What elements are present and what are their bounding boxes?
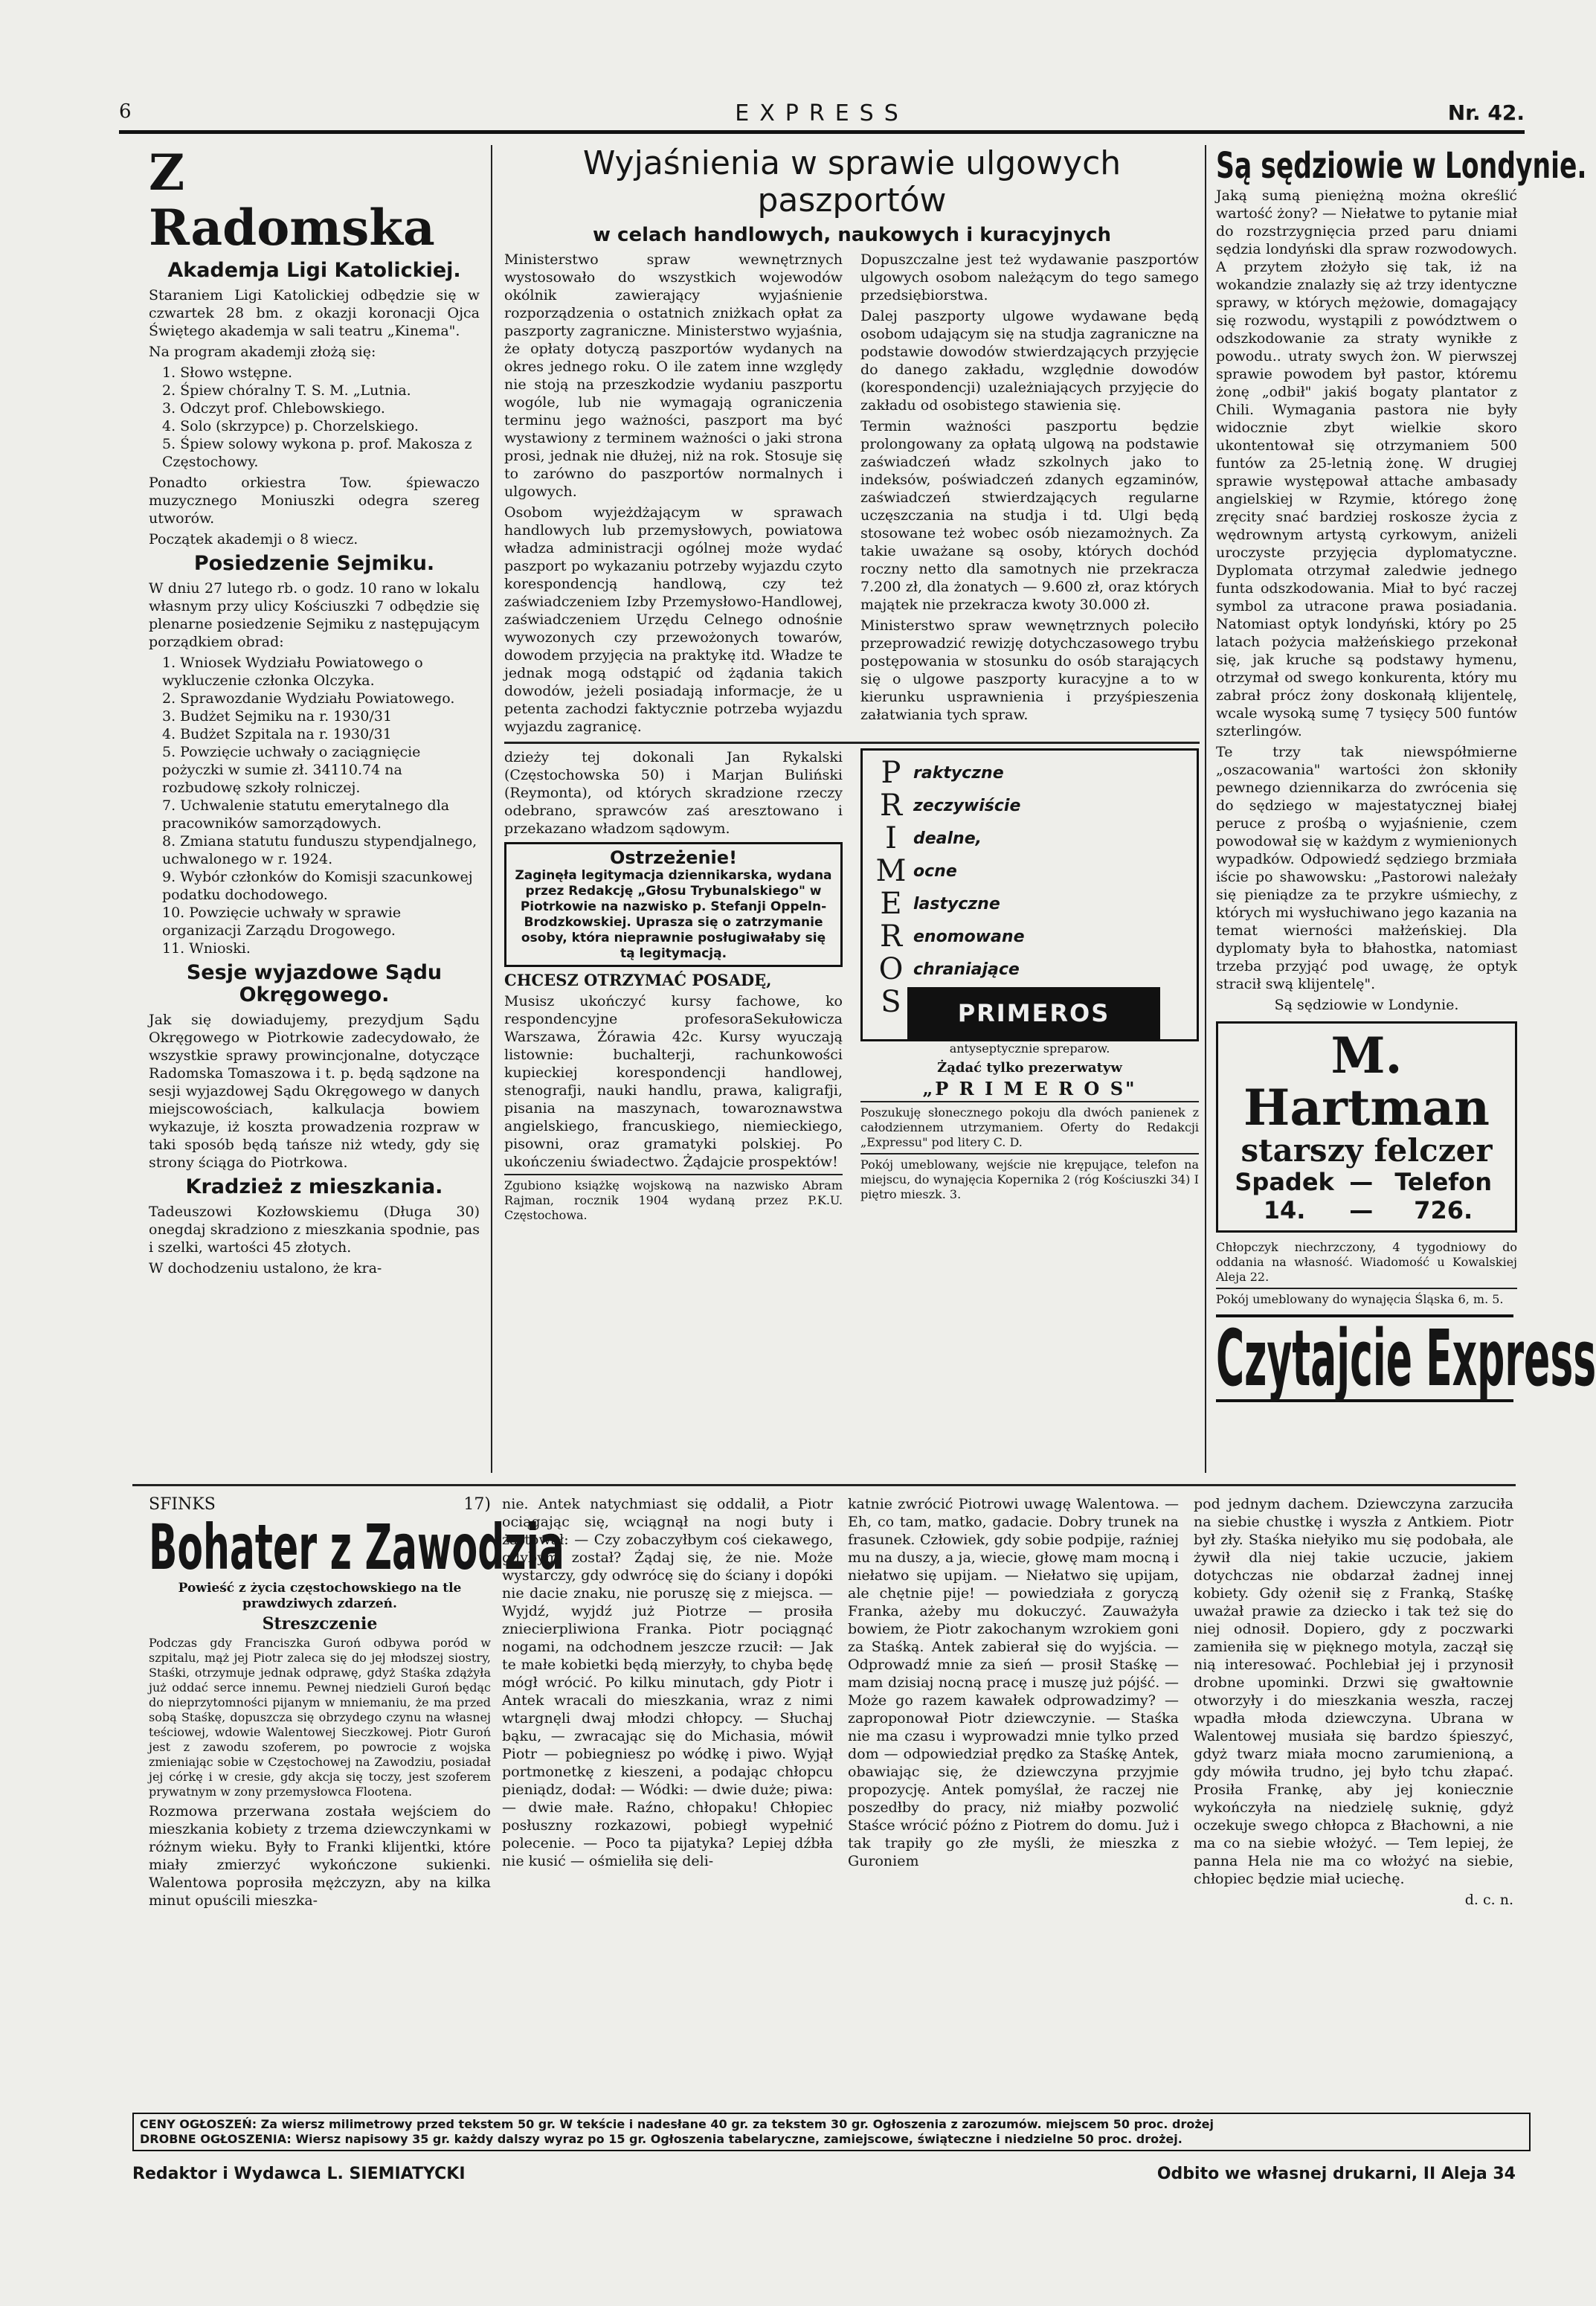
paragraph: Jaką sumą pieniężną można określić wartość żony? — Niełatwe to pytanie miał do rozstrzygnięcia przed paru dniami sędzia londyński dla spraw rozwodowych. A przytem złożyło się tak, iż na wokandzie znalazły się aż trzy identyczne sprawy, w których mężowie, domagający się rozwodu, wystąpili z powództwem o odszkodowanie za straty wynikłe z powodu.. utraty swych żon. W pierwszej sprawie powodem był pastor, któremu żonę „odbił" jakiś bogaty plantator z Chili. Wymagania pastora nie były widocznie zbyt wielkie skoro ukontentował się otrzymaniem 500 funtów za 25-letnią żonę. W drugiej sprawie występował attache ambasady angielskiej w Rzymie, którego żonę zręcity snać bardziej roskosze życia z wędrownym artystą cyrkowym, aniżeli uroczyste przyjęcia dyplomatyczne. Dyplomata otrzymał zaledwie jednego funta odszkodowania. Miał to być raczej symbol za utracone prawa posiadania. Natomiast optyk londyński, który po 25 latach pożycia małżeńskiego przekonał się, jak kruche są podstawy hymenu, otrzymał od swego konkurenta, który mu zabrał prócz żony doskonałą klijentelę, wcale wysoką sumę 7 tysięcy 500 funtów szterlingów. (1216, 187, 1517, 739)
czytajcie-banner: Czytajcie Express (1216, 1313, 1596, 1404)
serial-subtitle: Powieść z życia częstochowskiego na tle prawdziwych zdarzeń. (178, 1581, 462, 1611)
column-london (1216, 145, 1596, 1473)
paragraph: Ponadto orkiestra Tow. śpiewaczo muzycznego Moniuszki odegra szereg utworów. (149, 475, 480, 527)
hartman-phone: Telefon 726. (1394, 1168, 1492, 1224)
list-item: 4. Budżet Szpitala na r. 1930/31 (162, 726, 392, 742)
serial-title: Bohater z Zawodzia (149, 1511, 564, 1584)
paragraph: Rozmowa przerwana została wejściem do mieszkania kobiety z trzema dziewczynkami w różnym wieku. Były to Franki klijentki, które miały zmierzyć wykończone sukienki. Walentowa poprosiła mężczyzn, aby na kilka minut opuścili mieszka- (149, 1803, 491, 1909)
primeros-letter: M (875, 854, 907, 888)
section-heading: Sesje wyjazdowe Sądu Okręgowego. (186, 961, 443, 1006)
primeros-row (869, 822, 1191, 855)
primeros-row (869, 953, 1191, 986)
paragraph: Ministerstwo spraw wewnętrznych wystosowało do wszystkich wojewodów okólnik zawierający wyjaśnienie rozporządzenia o ostatnich zniżkach opłat za paszporty zagraniczne. Ministerstwo wyjaśnia, że opłaty dotyczą paszportów wydanych na okres jednego roku. O ile zatem inne względy nie stoją na przeszkodzie wydaniu paszportu wogóle, lub nie wymagają ograniczenia terminu jego ważności, paszport ma być wystawiony z terminem ważności o jaki strona prosi, jednak nie dłużej, niż na rok. Stosuje się to zarówno do paszportów normalnych i ulgowych. (504, 251, 843, 500)
primeros-letter: R (879, 789, 903, 823)
printer-line: Odbito we własnej drukarni, II Aleja 34 (1156, 2165, 1516, 2183)
hartman-address: Spadek 14. (1235, 1168, 1334, 1224)
primeros-letter: R (879, 919, 903, 954)
passport-body (504, 251, 1200, 739)
section-heading: Posiedzenie Sejmiku. (193, 552, 435, 575)
primeros-row (869, 920, 1191, 953)
column-divider (491, 145, 492, 1473)
primeros-word: enomowane (913, 927, 1025, 946)
paragraph: W dochodzeniu ustalono, że kra- (149, 1260, 382, 1276)
room-offer-ad: Pokój umeblowany, wejście nie krępujące, telefon na miejscu, do wynajęcia Kopernika 2 (róg Kościuszki 34) I piętro mieszk. 3. (860, 1153, 1199, 1202)
primeros-letter: S (881, 985, 901, 1019)
paragraph: Początek akademji o 8 wiecz. (149, 531, 358, 547)
list-item: 1. Wniosek Wydziału Powiatowego o wykluczenie członka Olczyka. (162, 655, 423, 689)
list-item: 7. Uchwalenie statutu emerytalnego dla pracowników samorządowych. (162, 797, 450, 832)
paragraph: Ministerstwo spraw wewnętrznych poleciło przeprowadzić rewizję dotychczasowego trybu postępowania w stosunku do osób starających się o ulgowe paszporty kuracyjne a to w kierunku usprawnienia i przyśpieszenia załatwiania tych spraw. (860, 617, 1199, 723)
primeros-row (869, 757, 1191, 789)
room-wanted-ad: Poszukuję słonecznego pokoju dla dwóch panienek z całodziennem utrzymaniem. Oferty do Redakcji „Expressu" pod litery C. D. (860, 1101, 1199, 1150)
london-title: Są sędziowie w Londynie. (1216, 145, 1587, 187)
primeros-caption: antyseptycznie spreparow. (949, 1041, 1110, 1056)
primeros-logo: PRIMEROS (907, 987, 1160, 1039)
paragraph: dzieży tej dokonali Jan Rykalski (Częstochowska 50) i Marjan Buliński (Reymonta), od których skradzione rzeczy odebrano, sprawców zaś aresztowano i przekazano władzom sądowym. (504, 749, 843, 837)
page-footer (132, 2165, 1516, 2183)
price-line: DROBNE OGŁOSZENIA: Wiersz napisowy 35 gr. każdy dalszy wyraz po 15 gr. Ogłoszenia tabelaryczne, zamiejscowe, świąteczne i niedzielne 50 proc. drożej. (140, 2132, 1182, 2146)
section-divider (132, 1484, 1516, 1486)
serial-column-2 (502, 1495, 833, 2105)
paragraph: Są sędziowie w Londynie. (1274, 997, 1459, 1013)
agenda-list (149, 654, 480, 957)
primeros-word: raktyczne (913, 763, 1004, 783)
list-item: 9. Wybór członków do Komisji szacunkowej podatku dochodowego. (162, 869, 473, 903)
paragraph: nie. Antek natychmiast się oddalił, a Piotr ociągając się, wciągnął na nogi buty i żartował: — Czy zobaczyłbym coś ciekawego, gdybym został? Żądaj się, że nie. Może wystarczy, gdy odwrócę się do ściany i dopóki nie dacie znaku, nie poruszę się z miejsca. — Wyjdź, wyjdź już Piotrze — prosiła zniecierpliwiona Franka. Piotr pociągnąć nogami, na odchodnem jeszcze rzucił: — Jak te małe kobietki będą mierzyły, to chyba będę mógł wrócić. Po kilku minutach, gdy Piotr i Antek wracali do mieszkania, wraz z nimi wtargnęli dwaj młodzi chłopcy. — Słuchaj bąku, — zwracając się do Michasia, mówił Piotr — pobiegniesz po wódkę i piwo. Wyjął portmonetkę z kieszeni, a podając chłopcu pieniądz, dodał: — Wódki: — dwie duże; piwa: — dwie małe. Raźno, chłopaku! Chłopiec posłuszny rozkazowi, pobiegł wypełnić polecenie. — Poco ta pijatyka? Lepiej dźbła nie kusić — ośmieliła się deli- (502, 1496, 833, 1869)
job-ad-body: Musisz ukończyć kursy fachowe, ko respondencyjne profesoraSekułowicza Warszawa, Żórawia 42c. Kursy wyuczają listownie: buchalterji, rachunkowości kupieckiej korespondencji handlowej, stenografji, nauki handlu, prawa, kaligrafji, pisania na maszynach, towaroznawstwa angielskiego, francuskiego, niemieckiego, pisowni, oraz gramatyki polskiej. Po ukończeniu świadectwo. Żądajcie prospektów! (504, 993, 843, 1170)
primeros-caption: Żądać tylko prezerwatyw (937, 1060, 1122, 1076)
warning-title: Ostrzeżenie! (609, 847, 738, 868)
list-item: 1. Słowo wstępne. (162, 364, 293, 381)
primeros-word: chraniające (913, 960, 1020, 979)
paragraph: Dopuszczalne jest też wydawanie paszportów ulgowych osobom należącym do tego samego przedsiębiorstwa. (860, 251, 1199, 303)
page-header (119, 100, 1525, 134)
list-item: 5. Powzięcie uchwały o zaciągnięcie pożyczki w sumie zł. 34110.74 na rozbudowę szkoły rolniczej. (162, 744, 421, 796)
radomsko-title: Z Radomska (149, 144, 435, 257)
column-divider (1205, 145, 1206, 1473)
passport-right (860, 251, 1199, 739)
list-item: 3. Odczyt prof. Chlebowskiego. (162, 400, 385, 417)
serial-number: 17) (463, 1495, 491, 1514)
job-ad-heading: CHCESZ OTRZYMAĆ POSADĘ, (504, 971, 772, 989)
child-ad: Chłopczyk niechrzczony, 4 tygodniowy do oddania na własność. Wiadomość u Kowalskiej Aleja 22. (1216, 1240, 1517, 1284)
serial-column-3 (848, 1495, 1179, 2105)
paragraph: Dalej paszporty ulgowe wydawane będą osobom udającym się na studja zagraniczne na podstawie dowodów stwierdzających przyjęcie do danego zakładu, względnie dowodów (korespondencji) uzależniających przyjęcie do zakładu od osobistego stawienia się. (860, 308, 1199, 414)
primeros-row (869, 789, 1191, 822)
paragraph: Osobom wyjeżdżającym w sprawach handlowych lub przemysłowych, powiatowa władza administracji ogólnej może wydać paszport po wykazaniu potrzeby wyjazdu czyto korespondencją handlową, czy też zaświadczeniem Izby Przemysłowo-Handlowej, zaświadczeniem Urzędu Celnego odnośnie wywozonych czy przewożonych towarów, dowodem przyjęcia na praktykę itd. Władze te jednak mogą odstąpić od żądania takich dowodów, jeżeli posiadają informacje, że u petenta zachodzi faktycznie potrzeba wyjazdu wyjazdu zagranicę. (504, 504, 843, 735)
primeros-letter: I (885, 821, 897, 855)
serial-column-1 (149, 1495, 564, 2105)
editor-line: Redaktor i Wydawca L. SIEMIATYCKI (132, 2165, 466, 2183)
primeros-word: lastyczne (913, 894, 1000, 913)
hartman-name: M. Hartman (1243, 1027, 1490, 1137)
list-item: 2. Sprawozdanie Wydziału Powiatowego. (162, 690, 455, 707)
paragraph: Staraniem Ligi Katolickiej odbędzie się w czwartek 28 bm. z okazji koronacji Ojca Świętego akademja w sali teatru „Kinema". (149, 287, 480, 339)
hartman-address-row (1229, 1168, 1505, 1224)
passport-subtitle: w celach handlowych, naukowych i kuracyjnych (592, 224, 1112, 246)
primeros-row (869, 887, 1191, 920)
section-heading: Akademja Ligi Katolickiej. (167, 259, 461, 282)
page-mark: 6 (119, 100, 132, 123)
column-passports (504, 145, 1200, 1473)
hartman-ad (1216, 1021, 1517, 1233)
serial-label: SFINKS (149, 1495, 216, 1514)
lower-left (504, 748, 843, 1226)
summary-text: Podczas gdy Franciszka Guroń odbywa poród w szpitalu, mąż jej Piotr zaleca się do jej młodszej siostry, Staśki, otrzymuje jednak odprawę, gdyż Staśka zdążyła już oddać serce innemu. Pewnej niedzieli Guroń będąc do nieprzytomności pijanym w mniemaniu, że ma przed sobą Staśkę, dopuszcza się obrzydego czynu na własnej teściowej, wdowie Walentowej Sieczkowej. Piotr Guroń jest z zawodu szoferem, po powrocie z wojska zmieniając sobie w Częstochowej na Zawodziu, posiadał jej córkę i w cresie, gdy akcja się toczy, jest szoferem prywatnym w zony przemysłowca Flootena. (149, 1636, 491, 1799)
primeros-letter: O (878, 952, 904, 986)
primeros-letter: P (881, 756, 901, 790)
paragraph: Termin ważności paszportu będzie prolongowany za opłatą ulgową na podstawie zaświadczeń władz szkolnych jako to indeksów, poświadczeń zdanych egzaminów, zaświadczeń stwierdzających regularne uczęszczania na studja i td. Ulgi będą stosowane też wobec osób niezamożnych. Za takie uważane są osoby, których dochód roczny netto dla samotnych nie przekracza 7.200 zł, dla żonatych — 9.600 zł, oraz których majątek nie przekracza kwoty 30.000 zł. (860, 418, 1199, 613)
price-line: CENY OGŁOSZEŃ: Za wiersz milimetrowy przed tekstem 50 gr. W tekście i nadesłane 40 gr. za tekstem 30 gr. Ogłoszenia z zarozumów. miejscem 50 proc. drożej (140, 2117, 1214, 2131)
list-item: 11. Wnioski. (162, 940, 251, 957)
paragraph: Jak się dowiadujemy, prezydjum Sądu Okręgowego w Piotrkowie zadecydowało, że wszystkie sprawy prowincjonalne, dotyczące Radomska Tomaszowa i t. p. będą sądzone na sesji wyjazdowej Sądu Okręgowego w danych miejscowościach, kalkulacja bowiem wykazuje, iż koszta prowadzenia rozpraw w taki sposób będą tańsze niż wtedy, gdy się strony ściąga do Piotrkowa. (149, 1012, 480, 1171)
primeros-word: ocne (913, 861, 957, 881)
hartman-dash: — — (1349, 1168, 1374, 1224)
paragraph: pod jednym dachem. Dziewczyna zarzuciła na siebie chustkę i wyszła z Antkiem. Piotr był zły. Staśka niełyiko mu się podobała, ale żywił dla niej takie uczucie, jakiem dotychczas nie obdarzał żadnej innej kobiety. Gdy ożenił się z Franką, Staśkę uważał prawie za dziecko i tak też się do niej odnosił. Dopiero, gdy z poczwarki zamieniła się w pięknego motyla, zaczął się nią interesować. Pochlebiał jej i przynosił drobne upominki. Drzwi się gwałtownie otworzyły i do mieszkania weszła, raczej wpadła młoda dziewczyna. Ubrana w Walentowej musiała się bardzo śpieszyć, gdyż twarz miała mocno zarumienioną, a gdy mówiła trudno, jej było tchu złapać. Prosiła Frankę, aby jej koniecznie wykończyła na niedzielę suknię, gdyż oczekuje swego chłopca z Błachowni, a nie ma co na siebie włożyć. — Tem lepiej, że panna Hela nie ma co włożyć na siebie, chłopiec będzie miał uciechę. (1194, 1496, 1513, 1887)
issue-number: Nr. 42. (1447, 100, 1525, 125)
lost-book-ad: Zgubiono książkę wojskową na nazwisko Abram Rajman, rocznik 1904 wydaną przez P.K.U. Częstochowa. (504, 1174, 843, 1223)
primeros-row (869, 855, 1191, 887)
list-item: 3. Budżet Sejmiku na r. 1930/31 (162, 708, 393, 725)
list-item: 4. Solo (skrzypce) p. Chorzelskiego. (162, 418, 419, 434)
serial-column-4 (1194, 1495, 1513, 2105)
primeros-name: „P R I M E R O S" (922, 1078, 1137, 1099)
program-list (149, 364, 480, 471)
ad-prices (132, 2113, 1531, 2151)
column-radomsko (149, 145, 480, 1473)
list-item: 10. Powzięcie uchwały w sprawie organizacji Zarządu Drogowego. (162, 905, 402, 939)
hartman-title: starszy felczer (1241, 1132, 1493, 1169)
lower-right (860, 748, 1199, 1226)
passport-title: Wyjaśnienia w sprawie ulgowych paszportów (582, 144, 1122, 219)
masthead-title: EXPRESS (735, 100, 909, 126)
list-item: 8. Zmiana statutu funduszu stypendjalnego, uchwalonego w r. 1924. (162, 833, 477, 867)
warning-body: Zaginęła legitymacja dziennikarska, wydana przez Redakcję „Głosu Trybunalskiego" w Piotrkowie na nazwisko p. Stefanji Oppeln-Brodzkowskiej. Uprasza się o zatrzymanie osoby, która nieprawnie posługiwałaby się tą legitymacją. (515, 868, 832, 961)
room-ad: Pokój umeblowany do wynajęcia Śląska 6, m. 5. (1216, 1288, 1517, 1307)
primeros-word: zeczywiście (913, 796, 1021, 815)
serial-sign: d. c. n. (1464, 1892, 1513, 1908)
primeros-letter: E (880, 887, 902, 921)
paragraph: Na program akademji złożą się: (149, 344, 376, 360)
paragraph: Te trzy tak niewspółmierne „oszacowania" wartości żon skłoniły pewnego dziennikarza do zwrócenia się do sędziego w majestatycznej białej peruce z prośbą o wyjaśnienie, czem powodował się w każdym z wymienionych wypadków. Odpowiedź sędziego brzmiała iście po shawowsku: „Pastorowi należały się pieniądze za te przykre uśmiechy, z których mi wysłuchiwano jego kazania na temat wierności małżeńskiej. Dla dyplomaty była to błahostka, natomiast trzeba przyjąć pod uwagę, że optyk stracił swą klijentelę". (1216, 744, 1517, 992)
paragraph: W dniu 27 lutego rb. o godz. 10 rano w lokalu własnym przy ulicy Kościuszki 7 odbędzie się plenarne posiedzenie Sejmiku z następującym porządkiem obrad: (149, 580, 480, 650)
list-item: 5. Śpiew solowy wykona p. prof. Makosza z Częstochowy. (162, 436, 472, 470)
primeros-ad (860, 748, 1199, 1041)
list-item: 2. Śpiew chóralny T. S. M. „Lutnia. (162, 382, 411, 399)
passport-left (504, 251, 843, 739)
paragraph: Tadeuszowi Kozłowskiemu (Długa 30) onegdaj skradziono z mieszkania spodnie, pas i szelki, wartości 45 złotych. (149, 1204, 480, 1256)
paragraph: katnie zwrócić Piotrowi uwagę Walentowa. — Eh, co tam, matko, gadacie. Dobry trunek na frasunek. Człowiek, gdy sobie podpije, raźniej mu na duszy, a ja, wiecie, głowę mam mocną i niełatwo się upijam. — Niełatwo się upijam, ale chętnie pije! — powiedziała z goryczą Franka, ażeby mu dokuczyć. Zauważyła bowiem, że Piotr zakochanym wzrokiem goni za Staśką. Antek zabierał się do wyjścia. — Odprowadź mnie za sień — prosił Staśkę — mam dzisiaj nocną pracę i muszę już pójść. — Może go razem kawałek odprowadzimy? — zaproponował Piotr dziewczynie. — Staśka nie ma czasu i wyprowadzi mnie tylko przed dom — odpowiedział prędko za Staśkę Antek, obawiając się, że dziewczyna przyjmie propozycję. Antek pomyślał, że raczej nie poszedłby do pracy, niż miałby pozwolić Staśce wrócić późno z Piotrem do domu. Już i tak trapiły go złe myśli, że mieszka z Guroniem (848, 1496, 1179, 1869)
warning-box (504, 842, 843, 967)
summary-heading: Streszczenie (262, 1614, 378, 1634)
section-heading: Kradzież z mieszkania. (185, 1175, 443, 1198)
primeros-word: dealne, (913, 829, 982, 848)
lower-ads (504, 742, 1200, 1226)
